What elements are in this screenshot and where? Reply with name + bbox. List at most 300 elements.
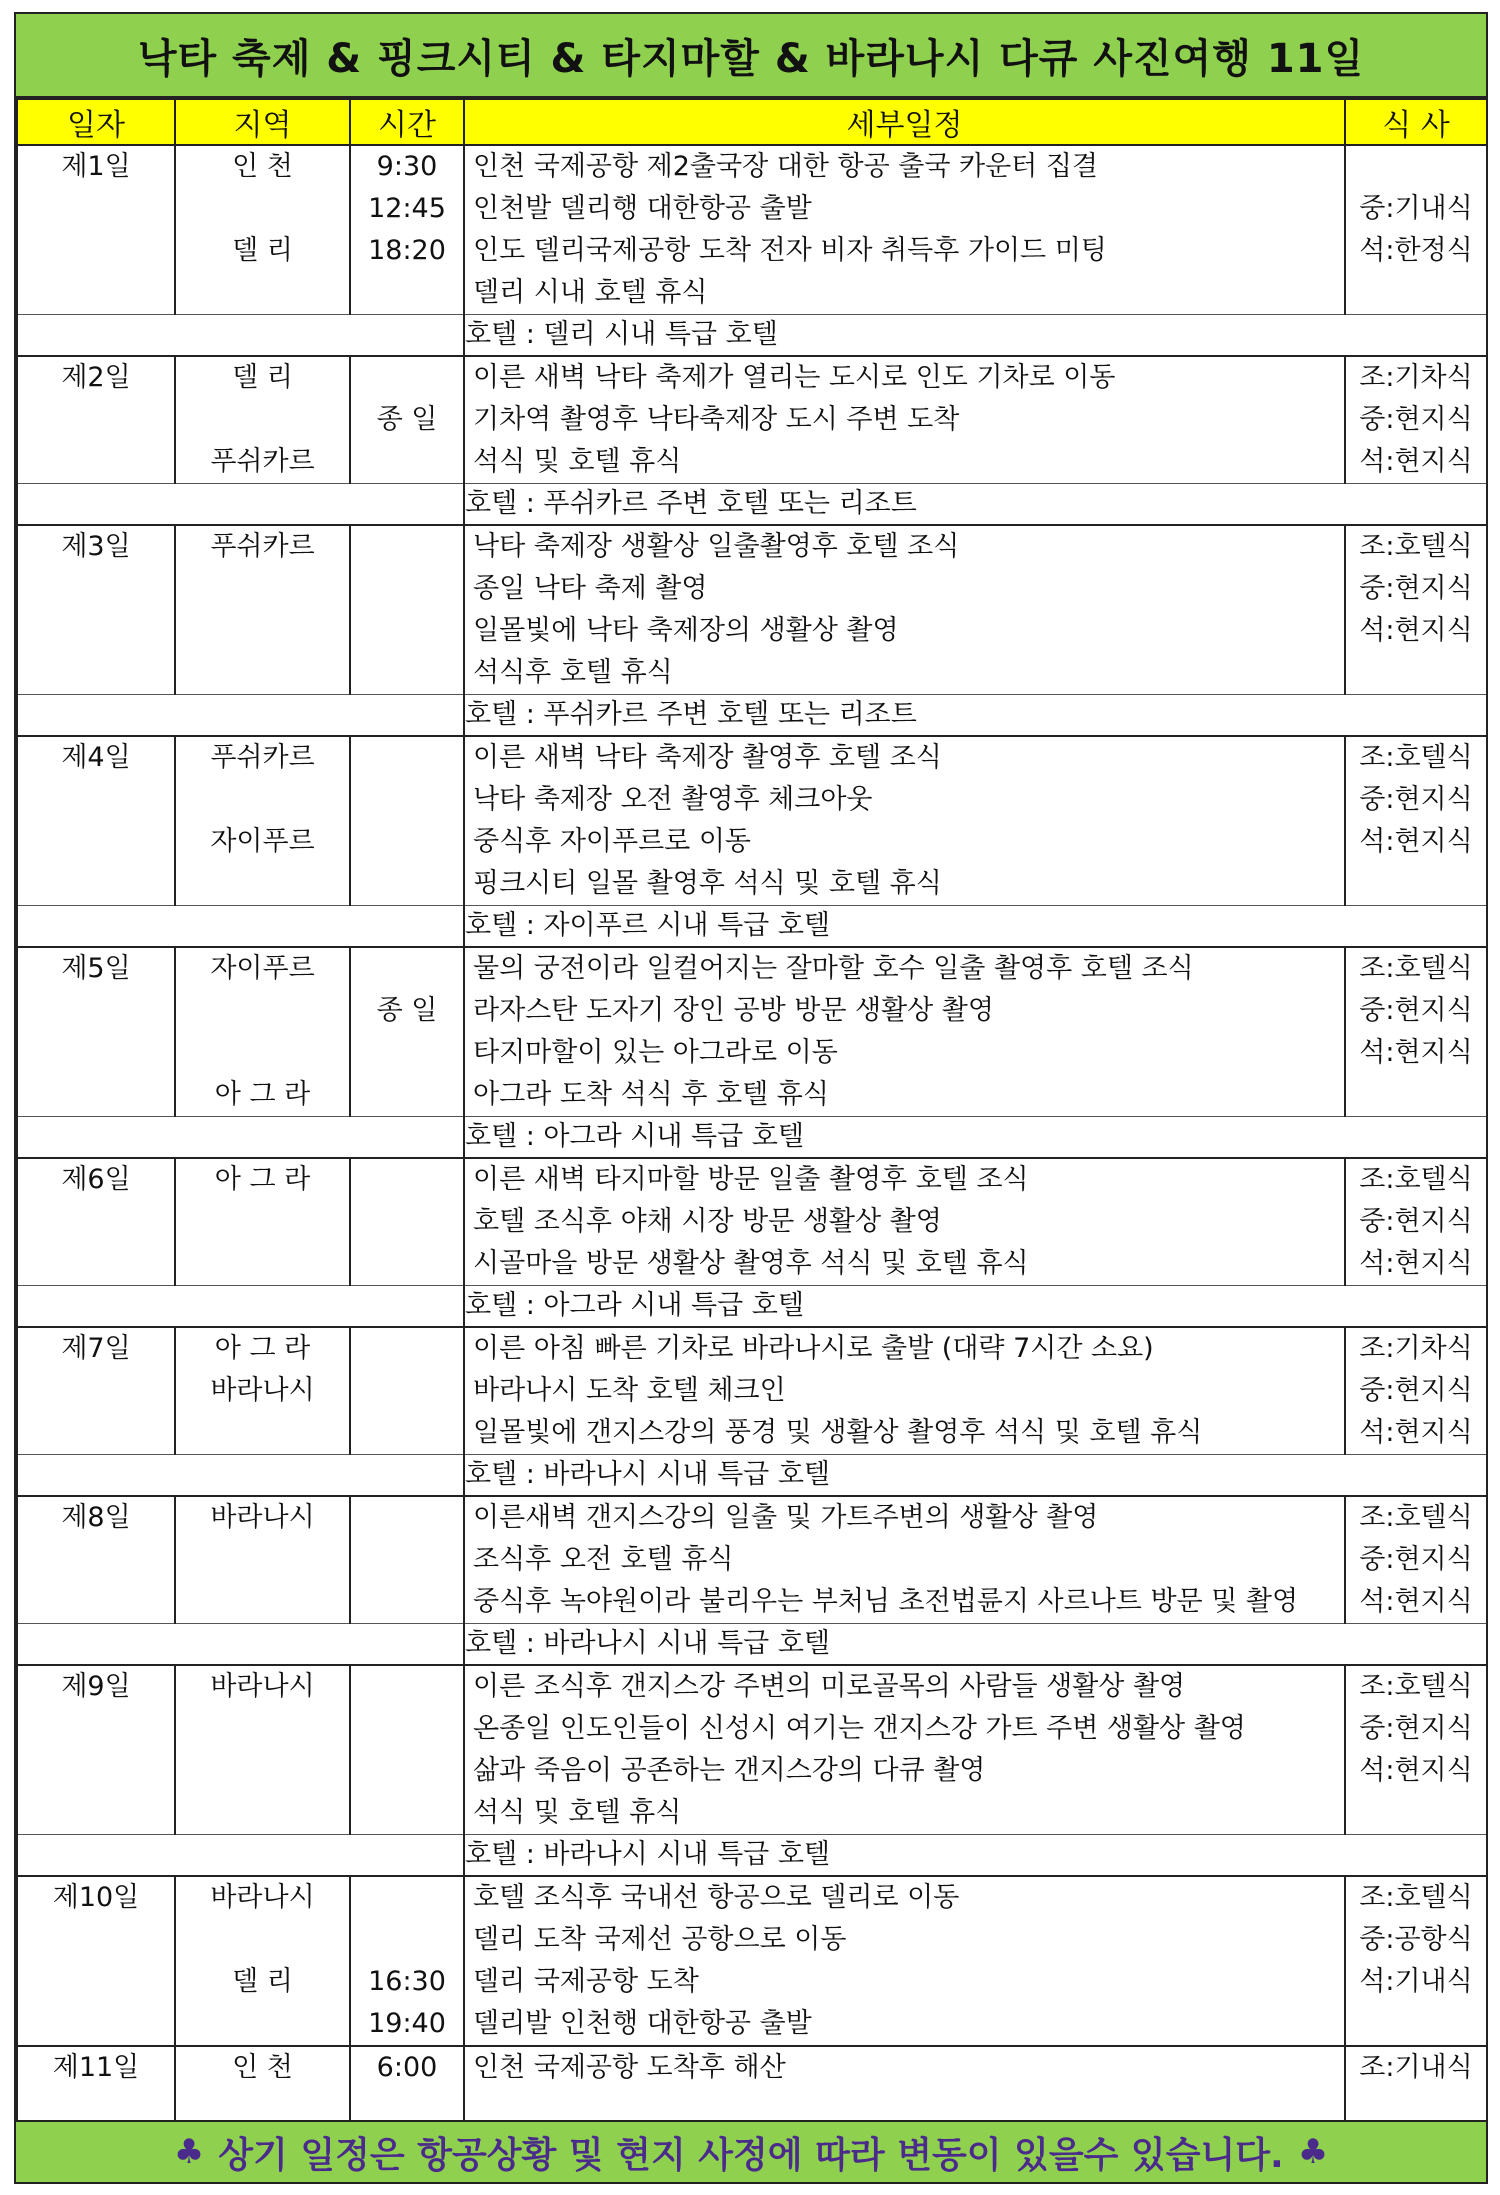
meal-cell-lines [1346, 526, 1486, 694]
detail-cell [464, 356, 1345, 484]
hotel-row [17, 1117, 1487, 1159]
time-cell-line [351, 863, 463, 905]
hotel-row [17, 1835, 1487, 1877]
hotel-row [17, 906, 1487, 948]
detail-cell-line: 종일 낙타 축제 촬영 [473, 573, 708, 604]
region-cell-lines [176, 146, 349, 314]
time-cell-lines [351, 2047, 463, 2131]
meal-cell [1345, 947, 1487, 1117]
day-label: 제11일 [52, 2052, 140, 2083]
time-cell-lines [351, 146, 463, 314]
time-cell [350, 356, 464, 484]
time-cell [350, 1327, 464, 1455]
detail-cell-line: 중식후 녹야원이라 불리우는 부처님 초전법륜지 사르나트 방문 및 촬영 [473, 1586, 1299, 1617]
meal-cell [1345, 1665, 1487, 1835]
detail-cell [464, 2046, 1345, 2131]
time-cell-line: 18:20 [368, 235, 446, 266]
region-cell-lines [176, 2047, 349, 2131]
meal-cell-line [1346, 1074, 1486, 1116]
time-cell-line [351, 1877, 463, 1919]
detail-cell-line: 아그라 도착 석식 후 호텔 휴식 [473, 1079, 829, 1110]
time-cell-line [351, 272, 463, 314]
region-cell-line: 아 그 라 [214, 1079, 311, 1110]
meal-cell-lines [1346, 1497, 1486, 1623]
detail-cell-lines [465, 1328, 1344, 1454]
region-cell-line: 푸쉬카르 [210, 446, 315, 477]
meal-cell-line: 중:현지식 [1359, 1206, 1473, 1237]
time-cell-line [351, 652, 463, 694]
detail-cell-line: 낙타 축제장 오전 촬영후 체크아웃 [473, 784, 873, 815]
detail-cell-line: 석식 및 호텔 휴식 [473, 1797, 682, 1828]
time-cell-line [351, 526, 463, 568]
region-cell-line: 푸쉬카르 [210, 531, 315, 562]
time-cell-line [351, 1792, 463, 1834]
day-label: 제2일 [61, 362, 131, 393]
day-row [17, 525, 1487, 695]
time-cell-line [351, 568, 463, 610]
meal-cell-lines [1346, 1159, 1486, 1285]
detail-cell-line: 일몰빛에 낙타 축제장의 생활상 촬영 [473, 615, 899, 646]
region-cell-line: 푸쉬카르 [210, 742, 315, 773]
meal-cell-lines [1346, 1328, 1486, 1454]
region-cell [175, 1327, 350, 1455]
day-cell [17, 1876, 175, 2046]
day-label: 제6일 [61, 1164, 131, 1195]
time-cell-line [351, 1666, 463, 1708]
region-cell-line: 바라나시 [210, 1502, 315, 1533]
meal-cell-line: 조:호텔식 [1359, 1164, 1473, 1195]
day-row [17, 145, 1487, 315]
day-row [17, 947, 1487, 1117]
time-cell-lines [351, 1497, 463, 1623]
time-cell-line [351, 1750, 463, 1792]
day-row [17, 1327, 1487, 1455]
detail-cell-lines [465, 357, 1344, 483]
region-cell-line: 자이푸르 [210, 953, 315, 984]
hotel-row-spacer [17, 1835, 464, 1877]
time-cell-line [351, 1159, 463, 1201]
meal-cell-line: 조:호텔식 [1359, 742, 1473, 773]
detail-cell [464, 1327, 1345, 1455]
hotel-row-spacer [17, 315, 464, 357]
region-cell [175, 1876, 350, 2046]
hotel-cell: 호텔 : 델리 시내 특급 호텔 [464, 315, 1487, 357]
meal-cell-line: 중:현지식 [1359, 1713, 1473, 1744]
day-row [17, 1665, 1487, 1835]
hotel-row [17, 315, 1487, 357]
region-cell-line [176, 610, 349, 652]
detail-cell-line: 라자스탄 도자기 장인 공방 방문 생활상 촬영 [473, 995, 994, 1026]
day-lines [18, 146, 174, 188]
region-cell-line [176, 1412, 349, 1454]
time-cell-line [351, 1919, 463, 1961]
detail-cell-line: 인도 델리국제공항 도착 전자 비자 취득후 가이드 미팅 [473, 235, 1107, 266]
hotel-cell: 호텔 : 바라나시 시내 특급 호텔 [464, 1835, 1487, 1877]
meal-cell-lines [1346, 1877, 1486, 2045]
detail-cell-line: 이른 새벽 타지마할 방문 일출 촬영후 호텔 조식 [473, 1164, 1029, 1195]
detail-cell-line: 이른 새벽 낙타 축제장 촬영후 호텔 조식 [473, 742, 942, 773]
region-cell-line [176, 1032, 349, 1074]
day-row [17, 1496, 1487, 1624]
time-cell-line: 16:30 [368, 1966, 446, 1997]
region-cell-lines [176, 948, 349, 1116]
time-cell-line [351, 737, 463, 779]
detail-cell-line: 델리발 인천행 대한항공 출발 [473, 2008, 812, 2039]
region-cell-lines [176, 526, 349, 694]
day-cell [17, 1496, 175, 1624]
column-header-time: 시간 [350, 99, 464, 145]
meal-cell-line: 석:현지식 [1359, 615, 1473, 646]
schedule-table [16, 98, 1488, 2131]
time-cell-line [351, 1370, 463, 1412]
detail-cell-line: 인천 국제공항 제2출국장 대한 항공 출국 카운터 집결 [473, 151, 1098, 182]
meal-cell-line: 석:기내식 [1359, 1966, 1473, 1997]
time-cell-line [351, 1243, 463, 1285]
region-cell-lines [176, 1159, 349, 1285]
time-cell [350, 2046, 464, 2131]
region-cell-line [176, 1919, 349, 1961]
meal-cell [1345, 2046, 1487, 2131]
region-cell-line: 델 리 [232, 1966, 293, 1997]
detail-cell-lines [465, 737, 1344, 905]
region-cell-line: 바라나시 [210, 1375, 315, 1406]
time-cell-lines [351, 948, 463, 1116]
detail-cell [464, 1158, 1345, 1286]
meal-cell-line: 석:현지식 [1359, 1037, 1473, 1068]
hotel-cell: 호텔 : 푸쉬카르 주변 호텔 또는 리조트 [464, 695, 1487, 737]
day-cell [17, 356, 175, 484]
region-cell-line: 델 리 [232, 235, 293, 266]
detail-cell-line: 인천발 델리행 대한항공 출발 [473, 193, 812, 224]
detail-cell [464, 145, 1345, 315]
detail-cell-line: 낙타 축제장 생활상 일출촬영후 호텔 조식 [473, 531, 960, 562]
time-cell-line [351, 610, 463, 652]
hotel-row-spacer [17, 1455, 464, 1497]
day-lines [18, 1877, 174, 1919]
detail-cell-line: 델리 시내 호텔 휴식 [473, 277, 708, 308]
hotel-row-spacer [17, 906, 464, 948]
region-cell-line [176, 1243, 349, 1285]
meal-cell-lines [1346, 2047, 1486, 2131]
meal-cell [1345, 1876, 1487, 2046]
page-title: 낙타 축제 & 핑크시티 & 타지마할 & 바라나시 다큐 사진여행 11일 [16, 14, 1486, 98]
meal-cell-line [1346, 146, 1486, 188]
time-cell-line [351, 1412, 463, 1454]
itinerary-frame [14, 12, 1488, 2184]
region-cell-lines [176, 737, 349, 905]
region-cell-line: 바라나시 [210, 1671, 315, 1702]
column-header-region: 지역 [175, 99, 350, 145]
detail-cell [464, 1876, 1345, 2046]
detail-cell-line: 핑크시티 일몰 촬영후 석식 및 호텔 휴식 [473, 868, 942, 899]
time-cell-lines [351, 1159, 463, 1285]
footer-text: 상기 일정은 항공상황 및 현지 사정에 따라 변동이 있을수 있습니다. [218, 2134, 1284, 2176]
meal-cell-line: 조:호텔식 [1359, 1502, 1473, 1533]
footer-notice [16, 2120, 1486, 2182]
time-cell [350, 736, 464, 906]
detail-cell-lines [465, 1877, 1344, 2045]
region-cell [175, 1158, 350, 1286]
day-cell [17, 1327, 175, 1455]
column-header-meal: 식 사 [1345, 99, 1487, 145]
time-cell-line [351, 441, 463, 483]
detail-cell-lines [465, 1666, 1344, 1834]
meal-cell [1345, 356, 1487, 484]
day-cell [17, 1665, 175, 1835]
time-cell-line [351, 1201, 463, 1243]
detail-cell-line: 호텔 조식후 국내선 항공으로 델리로 이동 [473, 1882, 960, 1913]
meal-cell-line [1346, 272, 1486, 314]
detail-cell [464, 1665, 1345, 1835]
time-cell [350, 1665, 464, 1835]
day-lines [18, 737, 174, 779]
time-cell-lines [351, 526, 463, 694]
region-cell-line [176, 188, 349, 230]
region-cell-lines [176, 1328, 349, 1454]
schedule-body [17, 145, 1487, 2131]
detail-cell-lines [465, 2047, 1344, 2131]
meal-cell-line [1346, 2003, 1486, 2045]
detail-cell-line: 시골마을 방문 생활상 촬영후 석식 및 호텔 휴식 [473, 1248, 1029, 1279]
time-cell-line [351, 1074, 463, 1116]
region-cell-line: 자이푸르 [210, 826, 315, 857]
hotel-cell: 호텔 : 바라나시 시내 특급 호텔 [464, 1455, 1487, 1497]
meal-cell-line: 조:기내식 [1359, 2052, 1473, 2083]
day-cell [17, 2046, 175, 2131]
detail-cell-line: 삶과 죽음이 공존하는 갠지스강의 다큐 촬영 [473, 1755, 986, 1786]
detail-cell [464, 736, 1345, 906]
region-cell-line [176, 990, 349, 1032]
hotel-row [17, 695, 1487, 737]
day-cell [17, 736, 175, 906]
region-cell-line [176, 568, 349, 610]
detail-cell-lines [465, 1497, 1344, 1623]
region-cell [175, 525, 350, 695]
day-label: 제5일 [61, 953, 131, 984]
day-lines [18, 357, 174, 399]
meal-cell-line: 중:현지식 [1359, 573, 1473, 604]
day-cell [17, 525, 175, 695]
meal-cell-line: 중:기내식 [1359, 193, 1473, 224]
day-row [17, 1158, 1487, 1286]
region-cell-line [176, 1708, 349, 1750]
region-cell-line [176, 399, 349, 441]
meal-cell-lines [1346, 737, 1486, 905]
region-cell-line [176, 2003, 349, 2045]
region-cell-line: 인 천 [232, 151, 293, 182]
meal-cell-lines [1346, 948, 1486, 1116]
detail-cell-line: 조식후 오전 호텔 휴식 [473, 1544, 734, 1575]
meal-cell-line: 조:호텔식 [1359, 531, 1473, 562]
detail-cell-line: 이른 아침 빠른 기차로 바라나시로 출발 (대략 7시간 소요) [473, 1333, 1154, 1364]
meal-cell-line [1346, 863, 1486, 905]
region-cell [175, 2046, 350, 2131]
meal-cell [1345, 525, 1487, 695]
meal-cell-line: 조:기차식 [1359, 362, 1473, 393]
column-header-day: 일자 [17, 99, 175, 145]
club-icon: ♣ [1297, 2132, 1329, 2172]
time-cell [350, 145, 464, 315]
day-lines [18, 2047, 174, 2089]
time-cell-line: 종 일 [376, 995, 438, 1026]
meal-cell-line: 석:현지식 [1359, 1586, 1473, 1617]
region-cell-line: 델 리 [232, 362, 293, 393]
table-header-row [17, 99, 1487, 145]
region-cell-line [176, 863, 349, 905]
day-label: 제7일 [61, 1333, 131, 1364]
time-cell-lines [351, 737, 463, 905]
region-cell [175, 356, 350, 484]
meal-cell [1345, 1327, 1487, 1455]
region-cell-line [176, 1750, 349, 1792]
region-cell-line [176, 652, 349, 694]
detail-cell-line: 델리 국제공항 도착 [473, 1966, 699, 1997]
day-row [17, 356, 1487, 484]
time-cell-lines [351, 1666, 463, 1834]
day-lines [18, 1328, 174, 1370]
hotel-row-spacer [17, 1286, 464, 1328]
detail-cell-line: 일몰빛에 갠지스강의 풍경 및 생활상 촬영후 석식 및 호텔 휴식 [473, 1417, 1203, 1448]
day-label: 제3일 [61, 531, 131, 562]
detail-cell-lines [465, 146, 1344, 314]
time-cell-line [351, 948, 463, 990]
hotel-cell: 호텔 : 바라나시 시내 특급 호텔 [464, 1624, 1487, 1666]
detail-cell-lines [465, 948, 1344, 1116]
detail-cell-line: 이른 조식후 갠지스강 주변의 미로골목의 사람들 생활상 촬영 [473, 1671, 1186, 1702]
meal-cell-lines [1346, 357, 1486, 483]
day-cell [17, 145, 175, 315]
hotel-row [17, 1455, 1487, 1497]
region-cell [175, 736, 350, 906]
day-label: 제8일 [61, 1502, 131, 1533]
time-cell [350, 947, 464, 1117]
day-row [17, 736, 1487, 906]
hotel-cell: 호텔 : 푸쉬카르 주변 호텔 또는 리조트 [464, 484, 1487, 526]
hotel-row-spacer [17, 1624, 464, 1666]
meal-cell-line: 조:호텔식 [1359, 1882, 1473, 1913]
meal-cell [1345, 1496, 1487, 1624]
meal-cell-line: 조:기차식 [1359, 1333, 1473, 1364]
region-cell-line [176, 1201, 349, 1243]
hotel-row [17, 484, 1487, 526]
detail-cell-line: 기차역 촬영후 낙타축제장 도시 주변 도착 [473, 404, 960, 435]
meal-cell [1345, 145, 1487, 315]
region-cell-lines [176, 1666, 349, 1834]
detail-cell [464, 947, 1345, 1117]
hotel-row-spacer [17, 1117, 464, 1159]
day-label: 제10일 [52, 1882, 140, 1913]
column-header-detail: 세부일정 [464, 99, 1345, 145]
time-cell [350, 1158, 464, 1286]
region-cell-line [176, 1792, 349, 1834]
detail-cell-line: 이른새벽 갠지스강의 일출 및 가트주변의 생활상 촬영 [473, 1502, 1099, 1533]
detail-cell-line: 인천 국제공항 도착후 해산 [473, 2052, 786, 2083]
time-cell-line [351, 1328, 463, 1370]
day-lines [18, 1159, 174, 1201]
detail-cell [464, 525, 1345, 695]
detail-cell-lines [465, 1159, 1344, 1285]
time-cell-line [351, 1581, 463, 1623]
time-cell-line [351, 1708, 463, 1750]
meal-cell-line: 석:현지식 [1359, 446, 1473, 477]
time-cell-line [351, 357, 463, 399]
day-row [17, 2046, 1487, 2131]
meal-cell-line: 중:현지식 [1359, 404, 1473, 435]
hotel-cell: 호텔 : 자이푸르 시내 특급 호텔 [464, 906, 1487, 948]
meal-cell-lines [1346, 146, 1486, 314]
detail-cell-line: 호텔 조식후 야채 시장 방문 생활상 촬영 [473, 1206, 942, 1237]
meal-cell-line: 조:호텔식 [1359, 1671, 1473, 1702]
time-cell-lines [351, 1328, 463, 1454]
meal-cell-line: 조:호텔식 [1359, 953, 1473, 984]
day-row [17, 1876, 1487, 2046]
day-lines [18, 1497, 174, 1539]
meal-cell-line: 석:현지식 [1359, 1248, 1473, 1279]
region-cell-lines [176, 1497, 349, 1623]
hotel-row-spacer [17, 484, 464, 526]
region-cell-line: 아 그 라 [214, 1164, 311, 1195]
day-label: 제4일 [61, 742, 131, 773]
meal-cell-line: 중:공항식 [1359, 1924, 1473, 1955]
time-cell-line: 6:00 [376, 2052, 438, 2083]
day-lines [18, 526, 174, 568]
time-cell-lines [351, 357, 463, 483]
hotel-row-spacer [17, 695, 464, 737]
day-lines [18, 948, 174, 990]
detail-cell-line: 타지마할이 있는 아그라로 이동 [473, 1037, 838, 1068]
detail-cell-line: 바라나시 도착 호텔 체크인 [473, 1375, 786, 1406]
time-cell-line [351, 779, 463, 821]
region-cell-line: 인 천 [232, 2052, 293, 2083]
region-cell-line [176, 1539, 349, 1581]
day-cell [17, 947, 175, 1117]
time-cell [350, 1496, 464, 1624]
time-cell [350, 1876, 464, 2046]
detail-cell-line: 석식 및 호텔 휴식 [473, 446, 682, 477]
meal-cell-line: 중:현지식 [1359, 784, 1473, 815]
detail-cell-line: 이른 새벽 낙타 축제가 열리는 도시로 인도 기차로 이동 [473, 362, 1116, 393]
region-cell-line [176, 1581, 349, 1623]
time-cell [350, 525, 464, 695]
day-lines [18, 1666, 174, 1708]
meal-cell-line: 중:현지식 [1359, 995, 1473, 1026]
region-cell-lines [176, 357, 349, 483]
time-cell-line [351, 1032, 463, 1074]
time-cell-lines [351, 1877, 463, 2045]
meal-cell [1345, 736, 1487, 906]
region-cell [175, 1496, 350, 1624]
time-cell-line: 종 일 [376, 404, 438, 435]
hotel-cell: 호텔 : 아그라 시내 특급 호텔 [464, 1117, 1487, 1159]
day-label: 제1일 [61, 151, 131, 182]
time-cell-line: 9:30 [376, 151, 438, 182]
meal-cell-line [1346, 1792, 1486, 1834]
meal-cell-line: 중:현지식 [1359, 1544, 1473, 1575]
detail-cell [464, 1496, 1345, 1624]
region-cell [175, 1665, 350, 1835]
meal-cell-line: 중:현지식 [1359, 1375, 1473, 1406]
day-label: 제9일 [61, 1671, 131, 1702]
region-cell-line: 아 그 라 [214, 1333, 311, 1364]
meal-cell-line: 석:한정식 [1359, 235, 1473, 266]
club-icon: ♣ [173, 2132, 205, 2172]
region-cell-line [176, 272, 349, 314]
region-cell-lines [176, 1877, 349, 2045]
meal-cell [1345, 1158, 1487, 1286]
detail-cell-line: 석식후 호텔 휴식 [473, 657, 673, 688]
region-cell [175, 145, 350, 315]
detail-cell-line: 중식후 자이푸르로 이동 [473, 826, 751, 857]
